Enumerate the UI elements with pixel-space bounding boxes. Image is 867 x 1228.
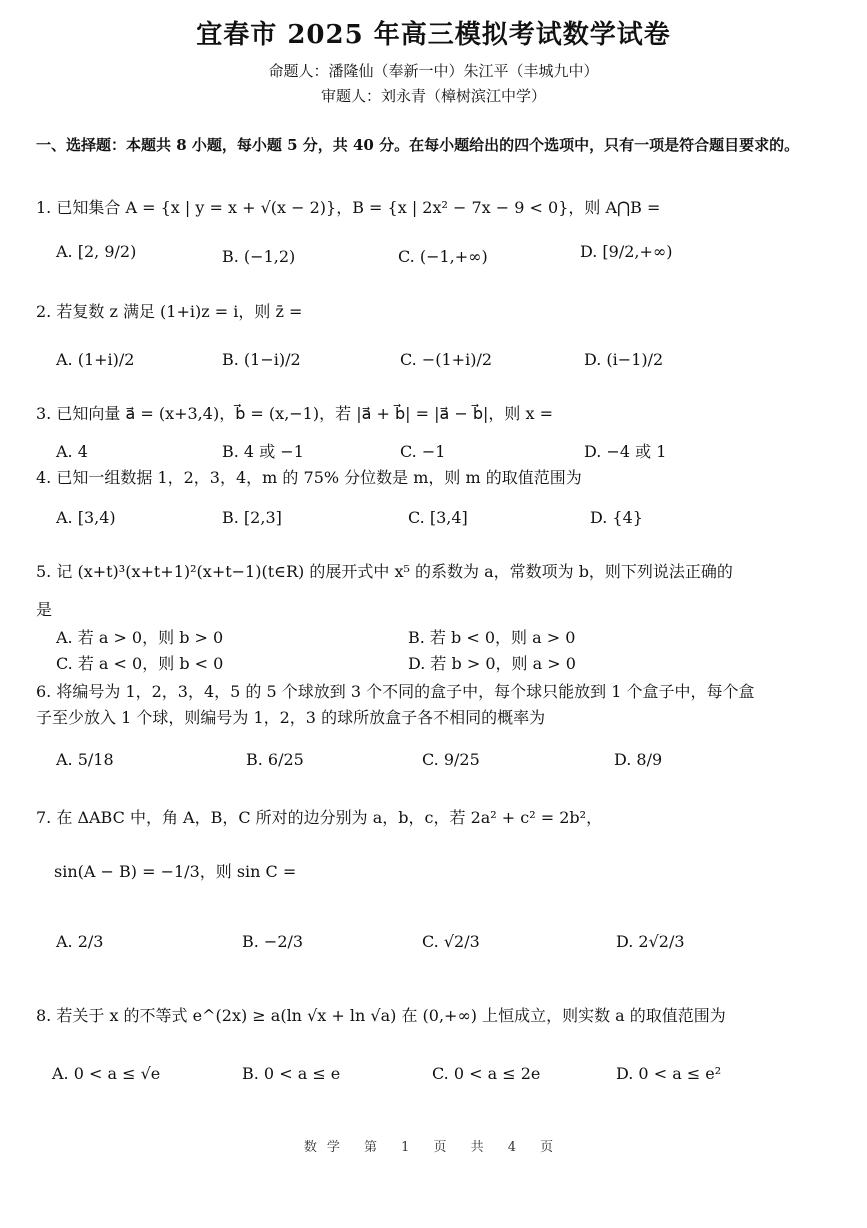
question-number: 6. xyxy=(36,682,52,701)
question-number: 3. xyxy=(36,404,52,423)
option-7a: A. 2/3 xyxy=(56,932,104,951)
option-3c: C. −1 xyxy=(400,442,446,461)
setter-line: 命题人：潘隆仙（奉新一中）朱江平（丰城九中） xyxy=(268,62,599,80)
question-1 xyxy=(36,196,660,220)
option-7d: D. 2√2/3 xyxy=(616,932,685,951)
option-4d: D. {4} xyxy=(590,508,643,527)
option-6c: C. 9/25 xyxy=(422,750,480,769)
question-stem: 已知集合 A = {x | y = x + √(x − 2)}，B = {x | 2x² − 7x − 9 < 0}，则 A⋂B = xyxy=(56,198,661,217)
option-1c: C. (−1,+∞) xyxy=(398,247,488,266)
question-stem: 记 (x+t)³(x+t+1)²(x+t−1)(t∈R) 的展开式中 x⁵ 的系数为 a，常数项为 b，则下列说法正确的 xyxy=(56,562,733,581)
question-5 xyxy=(36,560,733,584)
option-6a: A. 5/18 xyxy=(56,750,114,769)
option-8c: C. 0 < a ≤ 2e xyxy=(432,1064,541,1083)
reviewer-line: 审题人：刘永青（樟树滨江中学） xyxy=(320,87,546,105)
question-6 xyxy=(36,680,755,704)
section-heading: 一、选择题：本题共 8 小题，每小题 5 分，共 40 分。在每小题给出的四个选项中，只有一项是符合题目要求的。 xyxy=(36,136,800,154)
option-6d: D. 8/9 xyxy=(614,750,663,769)
option-5b: B. 若 b < 0，则 a > 0 xyxy=(408,628,576,647)
question-4 xyxy=(36,466,582,490)
option-7b: B. −2/3 xyxy=(242,932,304,951)
option-2a: A. (1+i)/2 xyxy=(56,350,135,369)
question-stem: 在 ΔABC 中，角 A，B，C 所对的边分别为 a，b，c，若 2a² + c² = 2b²， xyxy=(56,808,603,827)
question-stem: 若复数 z 满足 (1+i)z = i，则 z̄ = xyxy=(56,302,303,321)
option-2b: B. (1−i)/2 xyxy=(222,350,301,369)
option-6b: B. 6/25 xyxy=(246,750,304,769)
question-number: 7. xyxy=(36,808,52,827)
option-2d: D. (i−1)/2 xyxy=(584,350,664,369)
question-7 xyxy=(36,806,602,830)
question-8 xyxy=(36,1004,726,1028)
question-2 xyxy=(36,300,302,324)
question-stem: 已知一组数据 1，2，3，4，m 的 75% 分位数是 m，则 m 的取值范围为 xyxy=(56,468,582,487)
question-5-cont: 是 xyxy=(36,600,53,619)
option-5c: C. 若 a < 0，则 b < 0 xyxy=(56,654,224,673)
option-8a: A. 0 < a ≤ √e xyxy=(52,1064,161,1083)
question-stem: 已知向量 a⃗ = (x+3,4)，b⃗ = (x,−1)，若 |a⃗ + b⃗| = |a⃗ − b⃗|，则 x = xyxy=(56,404,554,423)
option-4a: A. [3,4) xyxy=(56,508,116,527)
option-3d: D. −4 或 1 xyxy=(584,442,667,461)
question-number: 1. xyxy=(36,198,52,217)
option-1b: B. (−1,2) xyxy=(222,247,296,266)
option-7c: C. √2/3 xyxy=(422,932,480,951)
option-4c: C. [3,4] xyxy=(408,508,468,527)
question-number: 2. xyxy=(36,302,52,321)
question-3 xyxy=(36,402,553,426)
option-1a: A. [2, 9/2) xyxy=(56,242,137,261)
option-5a: A. 若 a > 0，则 b > 0 xyxy=(56,628,224,647)
option-3b: B. 4 或 −1 xyxy=(222,442,304,461)
option-2c: C. −(1+i)/2 xyxy=(400,350,493,369)
option-8b: B. 0 < a ≤ e xyxy=(242,1064,341,1083)
question-6-cont: 子至少放入 1 个球，则编号为 1，2，3 的球所放盒子各不相同的概率为 xyxy=(36,708,546,727)
question-stem: 若关于 x 的不等式 e^(2x) ≥ a(ln √x + ln √a) 在 (0,+∞) 上恒成立，则实数 a 的取值范围为 xyxy=(56,1006,726,1025)
page-footer: 数学 第 1 页 共 4 页 xyxy=(303,1140,564,1155)
question-number: 5. xyxy=(36,562,52,581)
question-7-cont: sin(A − B) = −1/3，则 sin C = xyxy=(54,862,297,881)
question-number: 8. xyxy=(36,1006,52,1025)
option-5d: D. 若 b > 0，则 a > 0 xyxy=(408,654,576,673)
option-8d: D. 0 < a ≤ e² xyxy=(616,1064,722,1083)
option-1d: D. [9/2,+∞) xyxy=(580,242,673,261)
question-stem: 将编号为 1，2，3，4，5 的 5 个球放到 3 个不同的盒子中，每个球只能放到 1 个盒子中，每个盒 xyxy=(56,682,755,701)
option-3a: A. 4 xyxy=(56,442,88,461)
exam-title: 宜春市 2025 年高三模拟考试数学试卷 xyxy=(196,20,671,50)
question-number: 4. xyxy=(36,468,52,487)
option-4b: B. [2,3] xyxy=(222,508,282,527)
